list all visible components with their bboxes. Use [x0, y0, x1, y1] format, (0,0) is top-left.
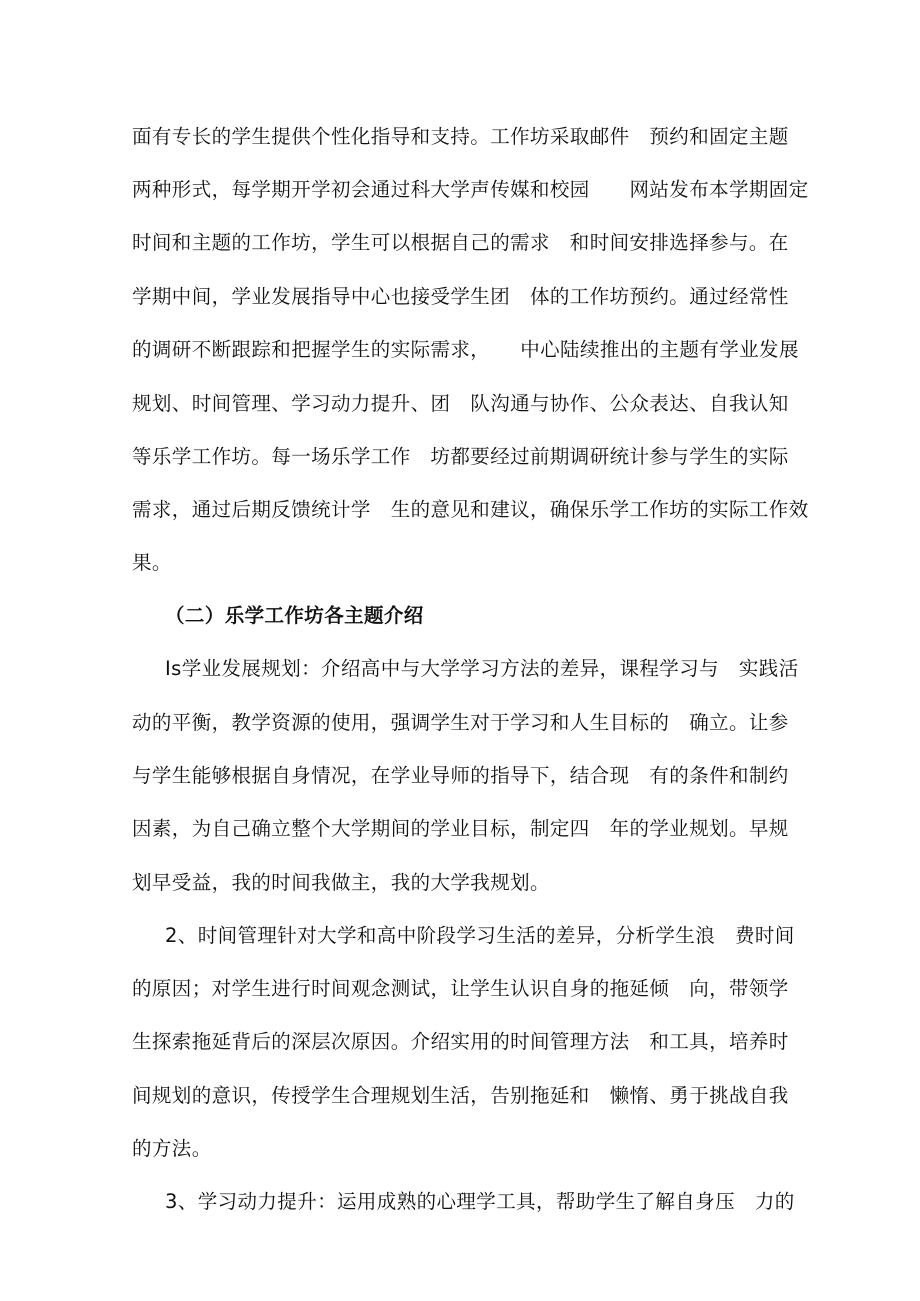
paragraph-line: 的原因；对学生进行时间观念测试，让学生认识自身的拖延倾 向，带领学 [132, 977, 789, 1000]
paragraph-line: 两种形式，每学期开学初会通过科大学声传媒和校园 网站发布本学期固定 [132, 178, 809, 201]
paragraph-line: 的方法。 [132, 1137, 212, 1160]
paragraph-line: 等乐学工作坊。每一场乐学工作 坊都要经过前期调研统计参与学生的实际 [132, 445, 789, 468]
paragraph-line: 动的平衡，教学资源的使用，强调学生对于学习和人生目标的 确立。让参 [132, 711, 789, 734]
paragraph-line: 间规划的意识，传授学生合理规划生活，告别拖延和 懒惰、勇于挑战自我 [132, 1084, 789, 1107]
paragraph-line: 果。 [132, 551, 172, 574]
paragraph-line: 划早受益，我的时间我做主，我的大学我规划。 [132, 871, 550, 894]
paragraph-line: 2、时间管理针对大学和高中阶段学习生活的差异，分析学生浪 费时间 [165, 924, 795, 947]
section-heading: （二）乐学工作坊各主题介绍 [165, 604, 424, 627]
paragraph-line: 学期中间，学业发展指导中心也接受学生团 体的工作坊预约。通过经常性 [132, 285, 789, 308]
paragraph-line: 面有专长的学生提供个性化指导和支持。工作坊采取邮件 预约和固定主题 [132, 125, 789, 148]
paragraph-line: 生探索拖延背后的深层次原因。介绍实用的时间管理方法 和工具，培养时 [132, 1030, 789, 1053]
paragraph-line: 与学生能够根据自身情况，在学业导师的指导下，结合现 有的条件和制约 [132, 764, 789, 787]
paragraph-line: 的调研不断跟踪和把握学生的实际需求， 中心陆续推出的主题有学业发展 [132, 338, 799, 361]
paragraph-line: 规划、时间管理、学习动力提升、团 队沟通与协作、公众表达、自我认知 [132, 392, 789, 415]
paragraph-line: 时间和主题的工作坊，学生可以根据自己的需求 和时间安排选择参与。在 [132, 231, 789, 254]
paragraph-line: Is学业发展规划：介绍高中与大学学习方法的差异，课程学习与 实践活 [165, 657, 799, 680]
paragraph-line: 3、学习动力提升：运用成熟的心理学工具，帮助学生了解自身压 力的 [165, 1190, 795, 1213]
paragraph-line: 因素，为自己确立整个大学期间的学业目标，制定四 年的学业规划。早规 [132, 817, 789, 840]
paragraph-line: 需求，通过后期反馈统计学 生的意见和建议，确保乐学工作坊的实际工作效 [132, 498, 809, 521]
